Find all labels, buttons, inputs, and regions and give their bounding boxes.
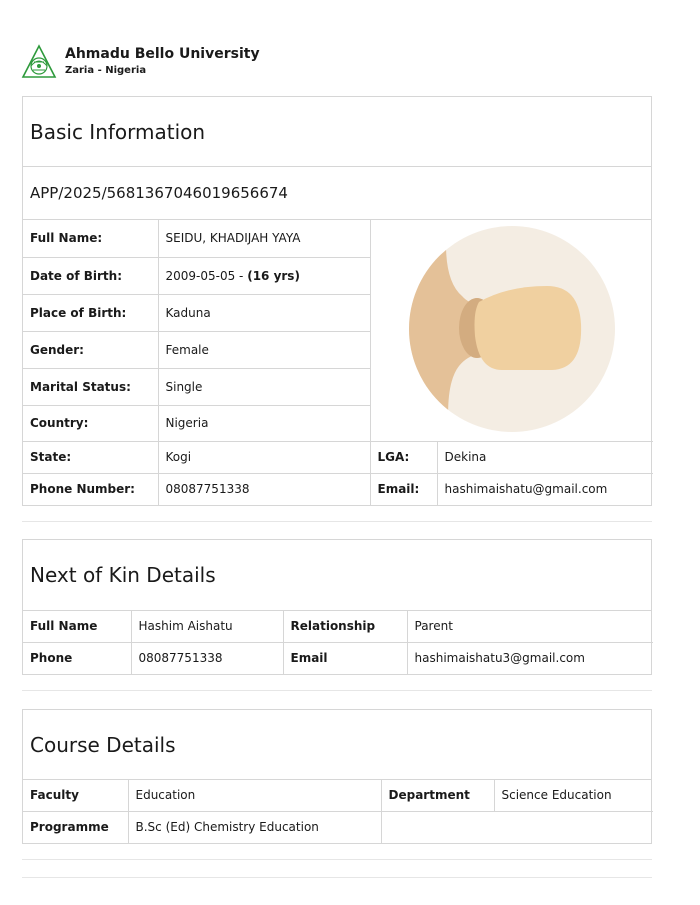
gender-label: Gender:: [23, 331, 158, 368]
state-label: State:: [23, 441, 158, 473]
dob-value: [158, 257, 370, 294]
state-value: Kogi: [158, 441, 370, 473]
passport-photo-image: [407, 224, 617, 434]
application-number: APP/2025/5681367046019656674: [23, 167, 651, 220]
basic-info-section: [22, 96, 652, 506]
programme-value: B.Sc (Ed) Chemistry Education: [128, 811, 381, 843]
header: [21, 42, 260, 82]
phone-value: 08087751338: [158, 473, 370, 505]
course-details-section: [22, 709, 652, 844]
faculty-value: Education: [128, 780, 381, 811]
pob-value: Kaduna: [158, 294, 370, 331]
empty-cell: [381, 811, 653, 843]
next-of-kin-table: [23, 611, 653, 674]
programme-label: Programme: [23, 811, 128, 843]
full-name-label: Full Name:: [23, 220, 158, 257]
phone-label: Phone Number:: [23, 473, 158, 505]
marital-status-label: Marital Status:: [23, 368, 158, 405]
email-label: Email:: [370, 473, 437, 505]
basic-info-table: [23, 220, 653, 505]
marital-status-value: Single: [158, 368, 370, 405]
kin-phone-value: 08087751338: [131, 642, 283, 674]
section-divider: [22, 521, 652, 522]
course-details-table: [23, 780, 653, 843]
dob-date: 2009-05-05 -: [165, 268, 248, 283]
kin-relationship-value: Parent: [407, 611, 653, 642]
university-name: Ahmadu Bello University: [65, 46, 260, 62]
course-details-title: Course Details: [23, 710, 651, 780]
age-value: (16 yrs): [247, 268, 300, 283]
next-of-kin-section: [22, 539, 652, 675]
university-logo-icon: [21, 44, 57, 80]
lga-value: Dekina: [437, 441, 653, 473]
full-name-value: SEIDU, KHADIJAH YAYA: [158, 220, 370, 257]
section-divider: [22, 859, 652, 860]
lga-label: LGA:: [370, 441, 437, 473]
passport-photo: [370, 220, 653, 441]
section-divider: [22, 690, 652, 691]
university-location: Zaria - Nigeria: [65, 65, 147, 76]
basic-info-title: Basic Information: [23, 97, 651, 167]
kin-email-value: hashimaishatu3@gmail.com: [407, 642, 653, 674]
faculty-label: Faculty: [23, 780, 128, 811]
section-divider: [22, 877, 652, 878]
department-label: Department: [381, 780, 494, 811]
gender-value: Female: [158, 331, 370, 368]
department-value: Science Education: [494, 780, 653, 811]
dob-label: Date of Birth:: [23, 257, 158, 294]
kin-phone-label: Phone: [23, 642, 131, 674]
country-label: Country:: [23, 405, 158, 441]
kin-relationship-label: Relationship: [283, 611, 407, 642]
pob-label: Place of Birth:: [23, 294, 158, 331]
country-value: Nigeria: [158, 405, 370, 441]
kin-full-name-value: Hashim Aishatu: [131, 611, 283, 642]
kin-full-name-label: Full Name: [23, 611, 131, 642]
kin-email-label: Email: [283, 642, 407, 674]
email-value: hashimaishatu@gmail.com: [437, 473, 653, 505]
next-of-kin-title: Next of Kin Details: [23, 540, 651, 611]
